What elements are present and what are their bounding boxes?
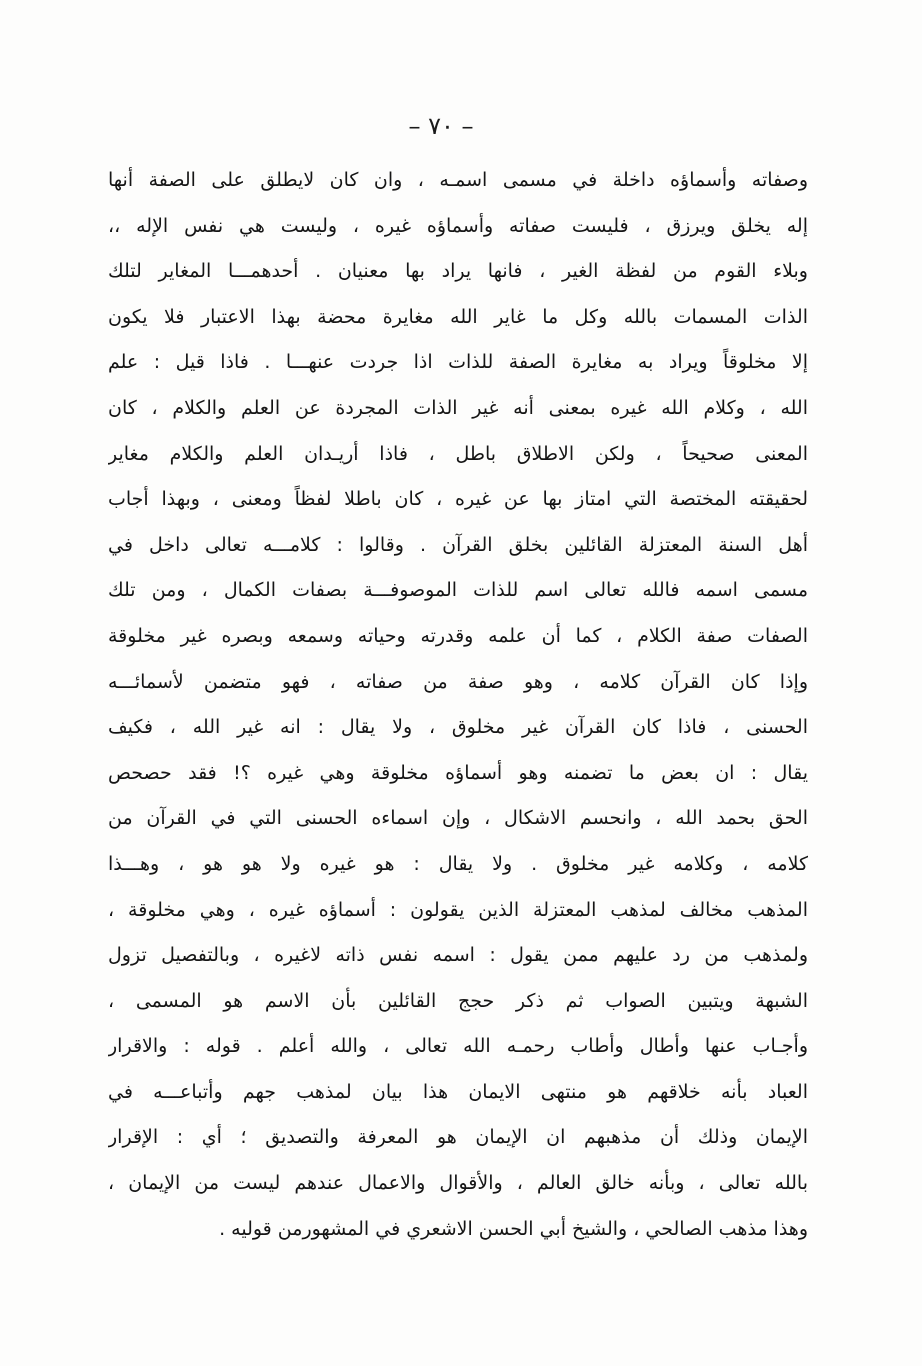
- text-line: وأجـاب عنها وأطال وأطاب رحمـه الله تعالى ، والله أعلم . قوله : والاقرار: [108, 1035, 808, 1058]
- text-line: بالله تعالى ، وبأنه خالق العالم ، والأقوال والاعمال عندهم ليست من الإيمان ،: [108, 1172, 808, 1195]
- text-line: الله ، وكلام الله غيره بمعنى أنه غير الذات المجردة عن العلم والكلام ، كان: [108, 396, 808, 419]
- text-line: وصفاته وأسماؤه داخلة في مسمى اسمـه ، وان كان لايطلق على الصفة أنها: [108, 169, 808, 191]
- page-number: – ٧٠ –: [408, 112, 474, 140]
- text-line: العباد بأنه خلاقهم هو منتهى الايمان هذا بيان لمذهب جهم وأتباعـــه في: [108, 1080, 808, 1103]
- text-line: الإيمان وذلك أن مذهبهم ان الإيمان هو المعرفة والتصديق ؛ أي : الإقرار: [108, 1126, 808, 1149]
- text-line: يقال : ان بعض ما تضمنه وهو أسماؤه مخلوقة وهي غيره ؟! فقد حصحص: [108, 761, 808, 784]
- text-line: وبلاء القوم من لفظة الغير ، فانها يراد بها معنيان . أحدهمـــا المغاير لتلك: [108, 260, 808, 283]
- text-line: لحقيقته المختصة التي امتاز بها عن غيره ، كان باطلا لفظاً ومعنى ، وبهذا أجاب: [108, 488, 808, 511]
- text-line: الشبهة ويتبين الصواب ثم ذكر حجج القائلين بأن الاسم هو المسمى ،: [108, 989, 808, 1012]
- text-line: ولمذهب من رد عليهم ممن يقول : اسمه نفس ذاته لاغيره ، وبالتفصيل تزول: [108, 944, 808, 967]
- text-line-last: وهذا مذهب الصالحي ، والشيخ أبي الحسن الاشعري في المشهورمن قوليه .: [219, 1217, 808, 1240]
- text-line: إله يخلق ويرزق ، فليست صفاته وأسماؤه غيره ، وليست هي نفس الإله ،،: [108, 214, 808, 237]
- text-line: الحسنى ، فاذا كان القرآن غير مخلوق ، ولا يقال : انه غير الله ، فكيف: [108, 716, 808, 739]
- page-text-body: [108, 158, 808, 1252]
- text-line: وإذا كان القرآن كلامه ، وهو صفة من صفاته ، فهو متضمن لأسمائـــه: [108, 670, 808, 693]
- text-line: كلامه ، وكلامه غير مخلوق . ولا يقال : هو غيره ولا هو هو ، وهـــذا: [108, 852, 808, 875]
- text-line: الذات المسمات بالله وكل ما غاير الله مغايرة محضة بهذا الاعتبار فلا يكون: [108, 305, 808, 328]
- text-line: مسمى اسمه فالله تعالى اسم للذات الموصوفـــة بصفات الكمال ، ومن تلك: [108, 579, 808, 602]
- text-line: إلا مخلوقاً ويراد به مغايرة الصفة للذات اذا جردت عنهـــا . فاذا قيل : علم: [108, 351, 808, 374]
- text-line: المعنى صحيحاً ، ولكن الاطلاق باطل ، فاذا أريـدان العلم والكلام مغاير: [108, 442, 808, 465]
- text-line: الحق بحمد الله ، وانحسم الاشكال ، وإن اسماءه الحسنى التي في القرآن من: [108, 807, 808, 830]
- text-line: أهل السنة المعتزلة القائلين بخلق القرآن . وقالوا : كلامـــه تعالى داخل في: [108, 533, 808, 556]
- text-line: المذهب مخالف لمذهب المعتزلة الذين يقولون : أسماؤه غيره ، وهي مخلوقة ،: [108, 898, 808, 921]
- text-line: الصفات صفة الكلام ، كما أن علمه وقدرته وحياته وسمعه وبصره غير مخلوقة: [108, 624, 808, 647]
